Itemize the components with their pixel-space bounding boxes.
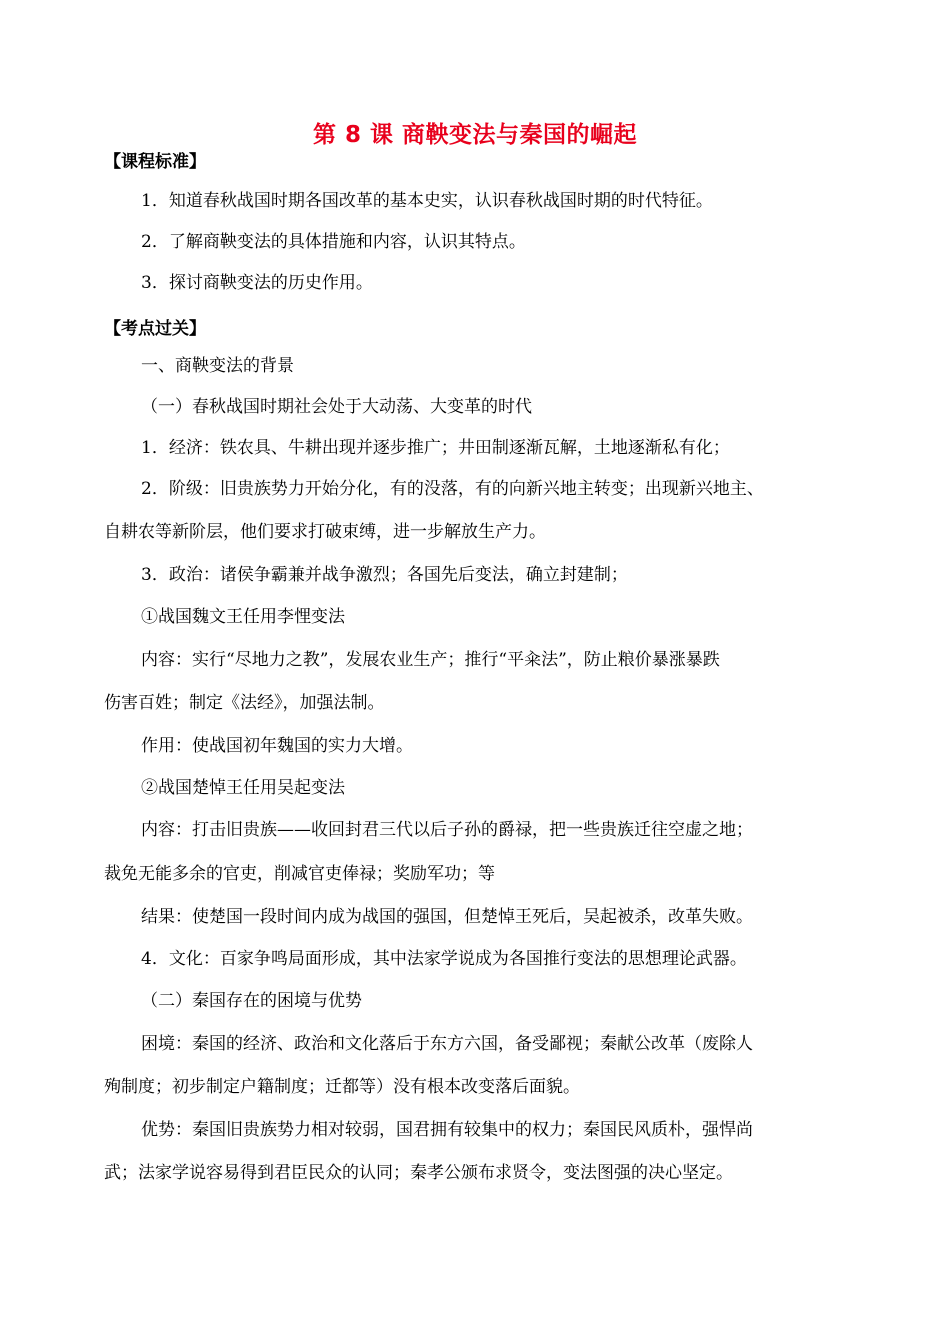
standard-item-2: 2．了解商鞅变法的具体措施和内容，认识其特点。 [141, 232, 526, 252]
text-line: 结果：使楚国一段时间内成为战国的强国，但楚悼王死后，吴起被杀，改革失败。 [141, 907, 753, 927]
text-line: 困境：秦国的经济、政治和文化落后于东方六国，备受鄙视；秦献公改革（废除人 [141, 1034, 753, 1054]
text-line: 4．文化：百家争鸣局面形成，其中法家学说成为各国推行变法的思想理论武器。 [141, 949, 747, 969]
text-line: 自耕农等新阶层，他们要求打破束缚，进一步解放生产力。 [104, 522, 546, 542]
text-line: 伤害百姓；制定《法经》，加强法制。 [104, 693, 385, 713]
section-heading-points: 【考点过关】 [104, 319, 206, 339]
text-line: 内容：打击旧贵族——收回封君三代以后子孙的爵禄，把一些贵族迁往空虚之地； [141, 820, 753, 840]
standard-item-1: 1．知道春秋战国时期各国改革的基本史实，认识春秋战国时期的时代特征。 [141, 191, 713, 211]
text-line: 作用：使战国初年魏国的实力大增。 [141, 736, 413, 756]
text-line: 1．经济：铁农具、牛耕出现并逐步推广；井田制逐渐瓦解，土地逐渐私有化； [141, 438, 730, 458]
text-line: （一）春秋战国时期社会处于大动荡、大变革的时代 [141, 397, 532, 417]
text-line: （二）秦国存在的困境与优势 [141, 991, 362, 1011]
text-line: 内容：实行“尽地力之教”，发展农业生产；推行“平籴法”，防止粮价暴涨暴跌 [141, 650, 720, 670]
text-line: 2．阶级：旧贵族势力开始分化，有的没落，有的向新兴地主转变；出现新兴地主、 [141, 479, 764, 499]
text-line: 3．政治：诸侯争霸兼并战争激烈；各国先后变法，确立封建制； [141, 565, 628, 585]
section-heading-standard: 【课程标准】 [104, 152, 206, 172]
text-line: 武；法家学说容易得到君臣民众的认同；秦孝公颁布求贤令，变法图强的决心坚定。 [104, 1163, 733, 1183]
text-line: 裁免无能多余的官吏，削减官吏俸禄；奖励军功；等 [104, 864, 495, 884]
text-line: ①战国魏文王任用李悝变法 [141, 607, 345, 627]
text-line: 优势：秦国旧贵族势力相对较弱，国君拥有较集中的权力；秦国民风质朴，强悍尚 [141, 1120, 753, 1140]
standard-item-3: 3．探讨商鞅变法的历史作用。 [141, 273, 373, 293]
text-line: 一、商鞅变法的背景 [141, 356, 294, 376]
page-title: 第 8 课 商鞅变法与秦国的崛起 [312, 122, 638, 148]
text-line: ②战国楚悼王任用吴起变法 [141, 778, 345, 798]
text-line: 殉制度；初步制定户籍制度；迁都等）没有根本改变落后面貌。 [104, 1077, 580, 1097]
